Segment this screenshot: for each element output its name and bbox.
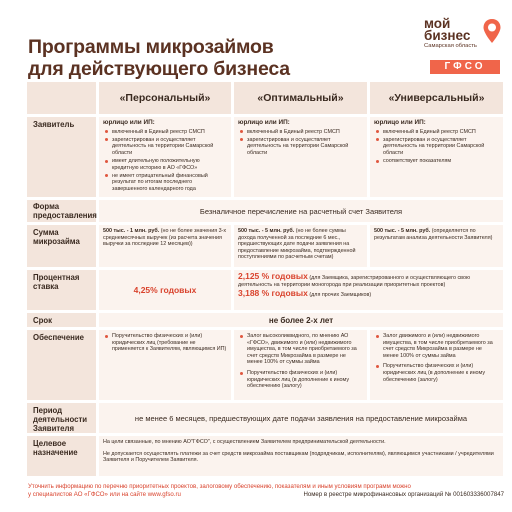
- rate-line-2: [238, 290, 499, 299]
- row-label-period: Период деятельности Заявителя: [27, 403, 96, 433]
- period-value: не менее 6 месяцев, предшествующих дате подачи заявления на предоставление микрозайма: [99, 403, 503, 433]
- list-item: зарегистрирован и осуществляет деятельность на территории Самарской области: [103, 137, 227, 157]
- row-label-amount: Сумма микрозайма: [27, 225, 96, 267]
- rate-note-other: (для прочих Заемщиков): [309, 292, 372, 298]
- applicant-universal-list: [374, 129, 499, 165]
- list-item: включенный в Единый реестр СМСП: [374, 129, 499, 136]
- table-row-security: [27, 330, 503, 400]
- row-label-form: Форма предоставления: [27, 200, 96, 222]
- applicant-personal-cell: [99, 117, 231, 197]
- term-value: не более 2-х лет: [99, 313, 503, 327]
- security-universal-list: [374, 333, 499, 383]
- security-optimal-list: [238, 333, 363, 390]
- list-item: имеет длительную положительную кредитную историю в АО «ГФСО»: [103, 158, 227, 171]
- logo-region: Самарская область: [424, 43, 477, 49]
- table-row-term: [27, 313, 503, 327]
- location-pin-icon: [482, 18, 502, 44]
- row-label-security: Обеспечение: [27, 330, 96, 400]
- rate-value-other: 3,188 % годовых: [238, 288, 308, 298]
- applicant-optimal-cell: [234, 117, 367, 197]
- footer-contact[interactable]: у специалистов АО «ГФСО» или на сайте www.gfso.ru: [28, 491, 181, 498]
- amount-range: 500 тыс. - 5 млн. руб.: [374, 228, 431, 234]
- table-row-form: [27, 200, 503, 222]
- applicant-optimal-list: [238, 129, 363, 157]
- amount-note: (но не более суммы дохода полученной за последние 6 мес., предшествующих дате подачи заявления на предоставление микрозайма, подтвержденной поступлениями по расчетным счетам): [238, 228, 356, 261]
- applicant-type: юрлицо или ИП:: [238, 119, 290, 126]
- header-corner: [27, 82, 96, 114]
- applicant-type: юрлицо или ИП:: [374, 119, 426, 126]
- row-label-term: Срок: [27, 313, 96, 327]
- amount-range: 500 тыс. - 1 млн. руб.: [103, 228, 160, 234]
- registry-number: Номер в реестре микрофинансовых организаций № 001603336007847: [303, 491, 504, 498]
- title-line-2: для действующего бизнеса: [28, 58, 290, 80]
- security-optimal-cell: [234, 330, 367, 400]
- footer: [28, 483, 508, 499]
- list-item: Поручительство физических и (или) юридических лиц (в дополнение к иному обеспечению (залогу): [374, 363, 499, 383]
- column-header-personal: «Персональный»: [99, 82, 231, 114]
- logo-wordmark: [424, 18, 484, 42]
- table-row-period: [27, 403, 503, 433]
- programs-table: [27, 82, 503, 478]
- row-label-purpose: Целевое назначение: [27, 436, 96, 476]
- purpose-line-2: Не допускается осуществлять платежи за счет средств микрозайма поставщикам (подрядчикам, исполнителям), являющимся участниками / учредителями Заявителя и Поручителем Заявителя.: [103, 450, 494, 464]
- table-header-row: [27, 82, 503, 114]
- logo-word-2: бизнес: [424, 28, 471, 43]
- column-header-optimal: «Оптимальный»: [234, 82, 367, 114]
- row-label-rate: Процентная ставка: [27, 270, 96, 310]
- security-universal-cell: [370, 330, 503, 400]
- amount-universal-cell: [370, 225, 503, 267]
- form-value: Безналичное перечисление на расчетный счет Заявителя: [99, 200, 503, 222]
- amount-note: (но не более значения 3-х среднемесячных выручек (из расчета значения выручки за последние 12 месяцев)): [103, 228, 227, 248]
- moi-biznes-logo[interactable]: [424, 18, 502, 62]
- list-item: зарегистрирован и осуществляет деятельность на территории Самарской области: [374, 137, 499, 157]
- table-row-rate: [27, 270, 503, 310]
- purpose-cell: [99, 436, 503, 476]
- list-item: включенный в Единый реестр СМСП: [103, 129, 227, 136]
- list-item: зарегистрирован и осуществляет деятельность на территории Самарской области: [238, 137, 363, 157]
- list-item: Залог движимого и (или) недвижимого имущества, в том числе приобретаемого за счет средств Микрозайма в размере не менее 100% от суммы займа: [374, 333, 499, 359]
- applicant-type: юрлицо или ИП:: [103, 119, 155, 126]
- rate-line-1: [238, 273, 499, 288]
- applicant-personal-list: [103, 129, 227, 193]
- rate-optimal-universal-cell: [234, 270, 503, 310]
- rate-personal-cell: [99, 270, 231, 310]
- table-row-applicant: [27, 117, 503, 197]
- page-title: [28, 36, 358, 80]
- applicant-universal-cell: [370, 117, 503, 197]
- list-item: Поручительство физических и (или) юридических лиц (требование не применяется к Заявителям, являющимся ИП): [103, 333, 227, 353]
- security-personal-cell: [99, 330, 231, 400]
- column-header-universal: «Универсальный»: [370, 82, 503, 114]
- list-item: Поручительство физических и (или) юридических лиц (в дополнение к иному обеспечению (залогу): [238, 370, 363, 390]
- amount-optimal-cell: [234, 225, 367, 267]
- title-line-1: Программы микрозаймов: [28, 36, 274, 58]
- amount-range: 500 тыс. - 5 млн. руб.: [238, 228, 295, 234]
- rate-personal-value: 4,25% годовых: [133, 284, 197, 295]
- rate-value-monotown: 2,125 % годовых: [238, 271, 308, 281]
- list-item: Залог высоколиквидного, по мнению АО «ГФСО», движимого и (или) недвижимого имущества, в том числе приобретаемого за счет средств Микрозайма в размере не менее 100% от суммы займа: [238, 333, 363, 366]
- security-personal-list: [103, 333, 227, 353]
- list-item: не имеет отрицательный финансовый результат по итогам последнего завершенного календарного года: [103, 173, 227, 193]
- row-label-applicant: Заявитель: [27, 117, 96, 197]
- amount-personal-cell: [99, 225, 231, 267]
- table-row-amount: [27, 225, 503, 267]
- rate-note-monotown: (для Заемщика, зарегистрированного и осуществляющего свою деятельность на территории моногорода при реализации приоритетных проектов): [238, 275, 470, 288]
- logo-word-1: мой: [424, 16, 451, 31]
- table-row-purpose: [27, 436, 503, 476]
- list-item: соответствует показателям: [374, 158, 499, 165]
- footer-line-1: Уточнить информацию по перечню приоритетных проектов, залоговому обеспечению, показателям и иным условиям программ можно: [28, 483, 411, 490]
- purpose-line-1: На цели связанные, по мнению АО"ГФСО", с осуществлением Заявителем предпринимательской деятельности.: [103, 439, 386, 445]
- gfso-badge: ГФСО: [430, 60, 500, 74]
- list-item: включенный в Единый реестр СМСП: [238, 129, 363, 136]
- amount-note: (определяется по результатам анализа деятельности Заявителя): [374, 228, 493, 241]
